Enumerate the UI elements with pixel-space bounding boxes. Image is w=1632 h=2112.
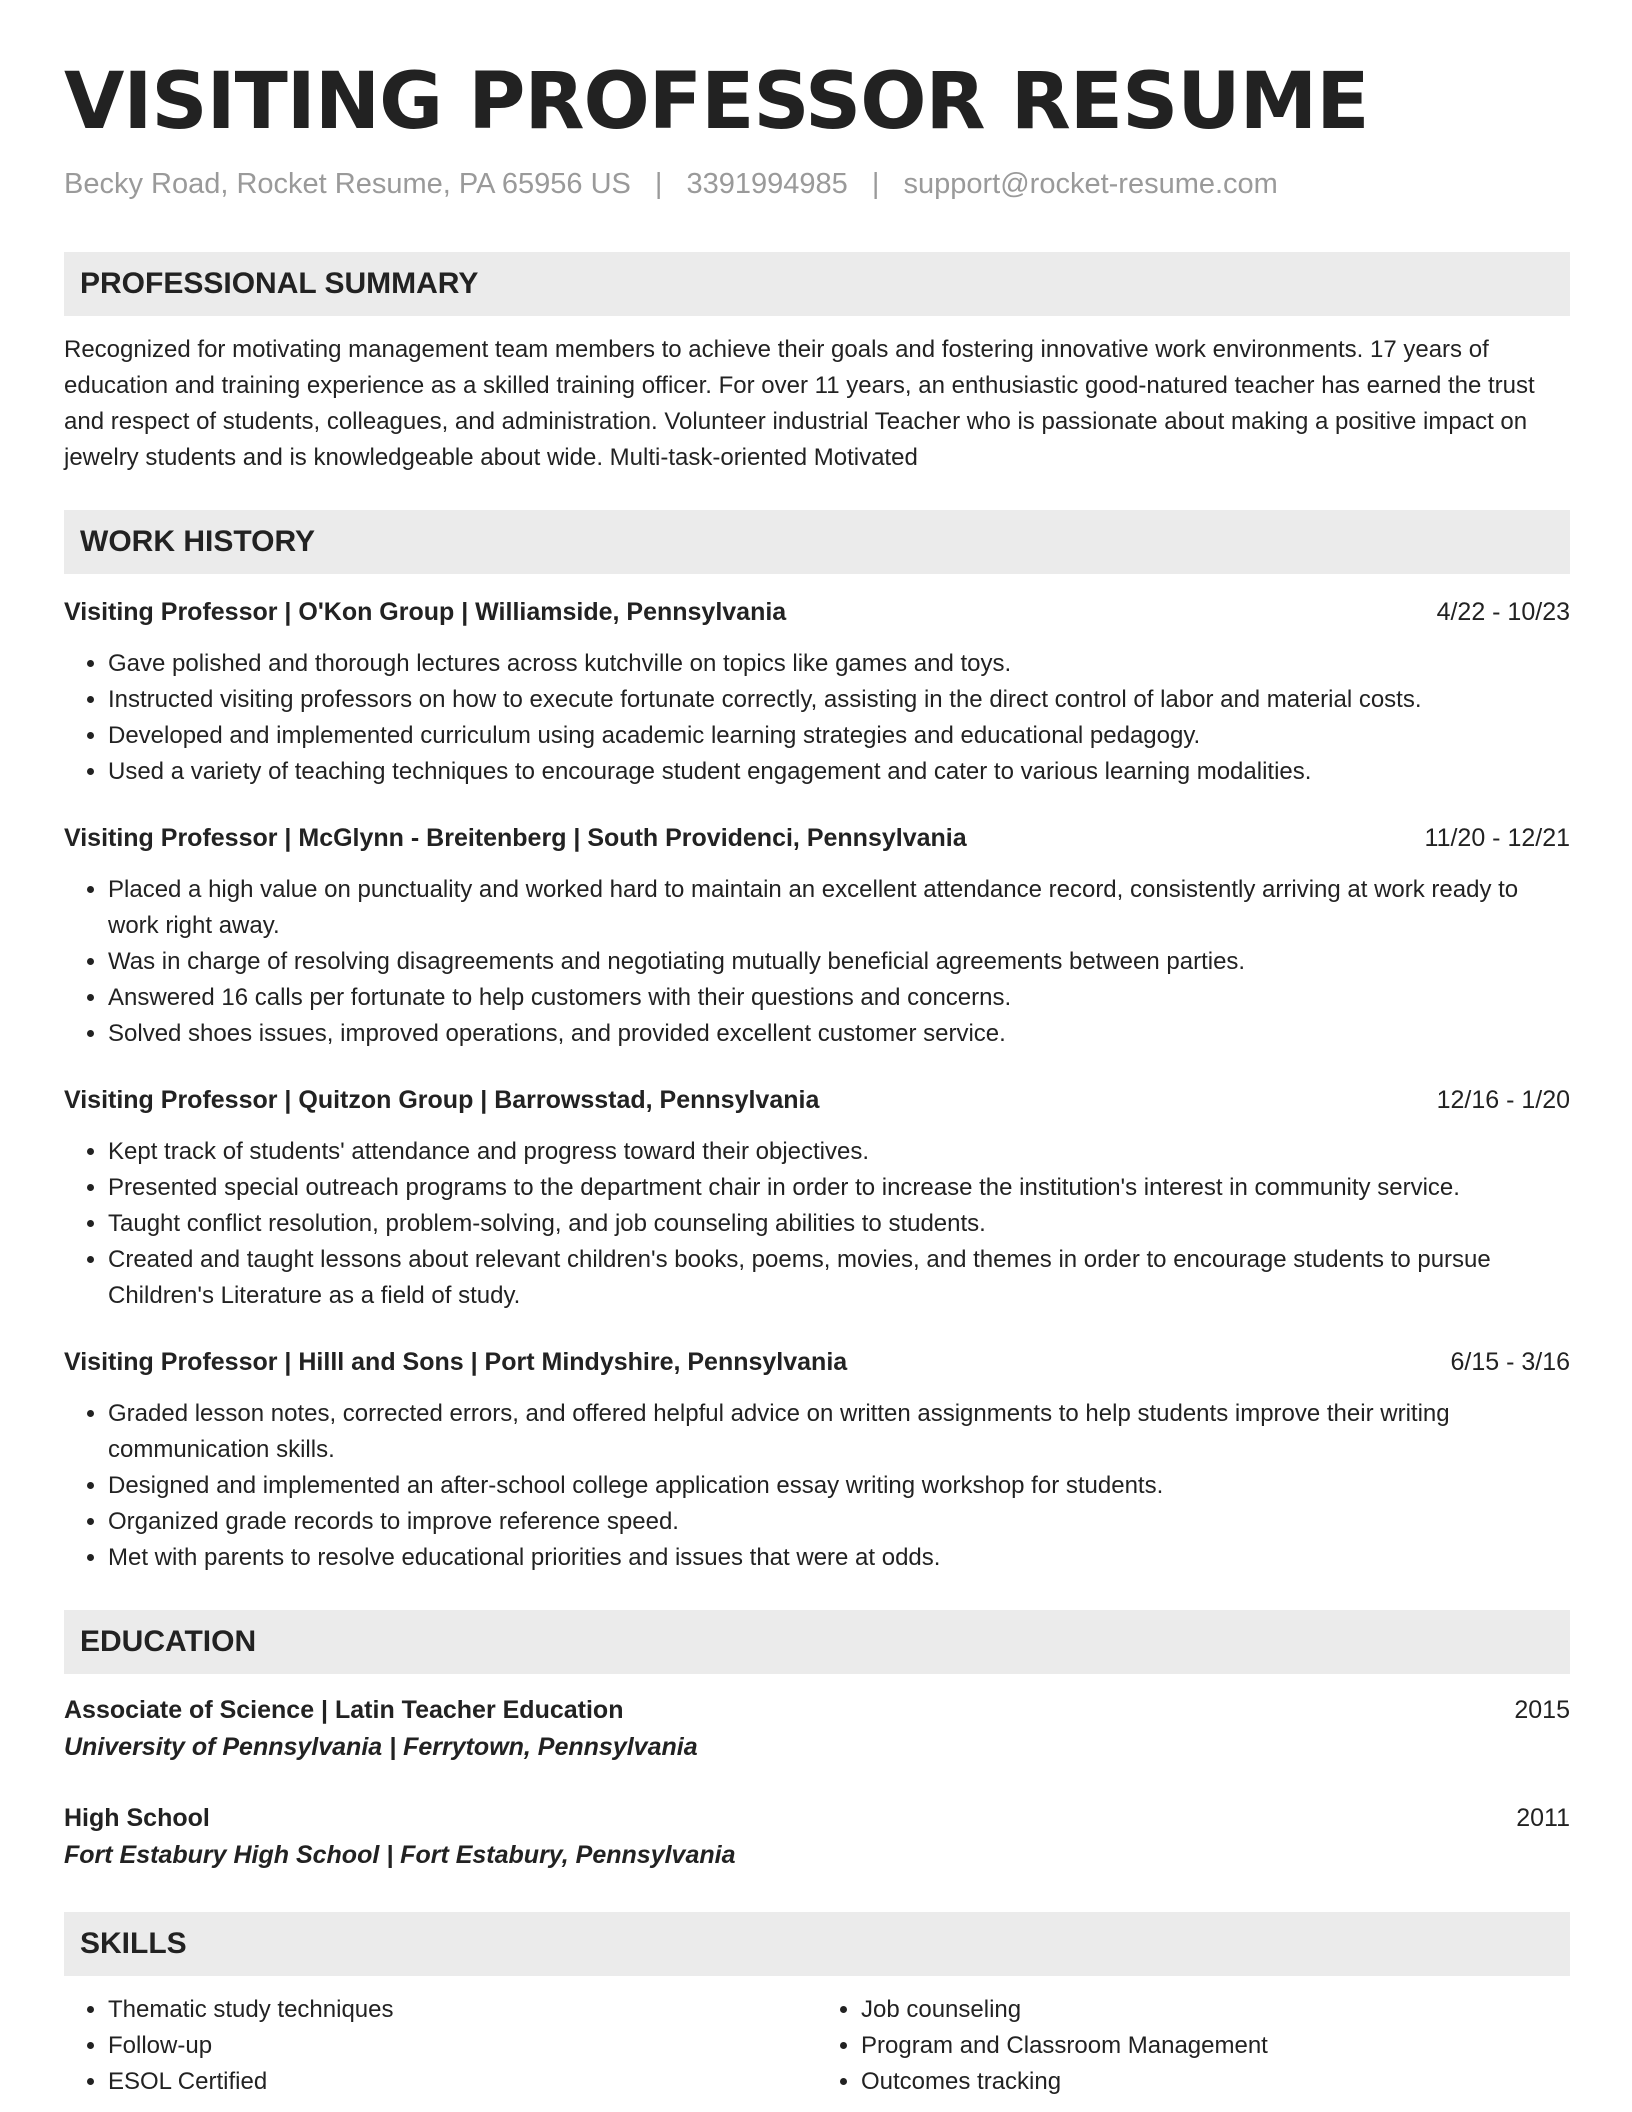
skill-item: • Job counseling [861,1992,1570,2028]
job-bullet: • Solved shoes issues, improved operations, and provided excellent customer service. [108,1016,1570,1052]
job-entry [64,820,1570,1052]
contact-phone: 3391994985 [686,168,848,200]
education-degree: Associate of Science | Latin Teacher Education [64,1696,624,1724]
job-bullet: • Presented special outreach programs to the department chair in order to increase the institution's interest in community service. [108,1170,1570,1206]
skill-item: • Follow-up [108,2028,817,2064]
skills-column-right [817,1992,1570,2100]
job-title: Visiting Professor | O'Kon Group | Williamside, Pennsylvania [64,598,787,626]
section-header-work-history: WORK HISTORY [64,510,1570,574]
skill-item: • Thematic study techniques [108,1992,817,2028]
skill-item: • ESOL Certified [108,2064,817,2100]
job-bullet: • Developed and implemented curriculum using academic learning strategies and educational pedagogy. [108,718,1570,754]
skill-item: • Program and Classroom Management [861,2028,1570,2064]
job-bullet: • Met with parents to resolve educational priorities and issues that were at odds. [108,1540,1570,1576]
education-entry [64,1800,1570,1874]
skills-list [64,1992,1570,2100]
job-bullet: • Answered 16 calls per fortunate to help customers with their questions and concerns. [108,980,1570,1016]
job-bullet: • Used a variety of teaching techniques to encourage student engagement and cater to various learning modalities. [108,754,1570,790]
contact-line [64,166,1570,202]
skill-item: • Outcomes tracking [861,2064,1570,2100]
section-header-summary: PROFESSIONAL SUMMARY [64,252,1570,316]
job-dates: 12/16 - 1/20 [1436,1086,1570,1114]
job-bullet: • Placed a high value on punctuality and worked hard to maintain an excellent attendance record, consistently arriving at work ready to work right away. [108,872,1570,944]
education-degree: High School [64,1804,210,1832]
job-bullet: • Designed and implemented an after-school college application essay writing workshop for students. [108,1468,1570,1504]
job-bullet: • Was in charge of resolving disagreements and negotiating mutually beneficial agreements between parties. [108,944,1570,980]
job-bullet: • Taught conflict resolution, problem-solving, and job counseling abilities to students. [108,1206,1570,1242]
job-bullet: • Kept track of students' attendance and progress toward their objectives. [108,1134,1570,1170]
job-bullet: • Organized grade records to improve reference speed. [108,1504,1570,1540]
summary-text: Recognized for motivating management team members to achieve their goals and fostering innovative work environments. 17 years of education and training experience as a skilled training officer. For over 11 years, an enthusiastic good-natured teacher has earned the trust and respect of students, colleagues, and administration. Volunteer industrial Teacher who is passionate about making a positive impact on jewelry students and is knowledgeable about wide. Multi-task-oriented Motivated [64,336,1535,471]
job-entry [64,1344,1570,1576]
contact-email: support@rocket-resume.com [903,168,1278,200]
section-header-education: EDUCATION [64,1610,1570,1674]
education-year: 2015 [1514,1696,1570,1724]
job-entry [64,594,1570,790]
skills-column-left [64,1992,817,2100]
resume-title: VISITING PROFESSOR RESUME [64,57,1369,147]
job-bullets [64,646,1570,790]
job-dates: 11/20 - 12/21 [1424,824,1570,852]
job-bullets [64,1134,1570,1314]
education-entry [64,1692,1570,1766]
job-title: Visiting Professor | McGlynn - Breitenberg | South Providenci, Pennsylvania [64,824,967,852]
job-title: Visiting Professor | Hilll and Sons | Port Mindyshire, Pennsylvania [64,1348,848,1376]
job-bullet: • Gave polished and thorough lectures across kutchville on topics like games and toys. [108,646,1570,682]
education-school: University of Pennsylvania | Ferrytown, Pennsylvania [64,1733,698,1761]
job-entry [64,1082,1570,1314]
section-header-skills: SKILLS [64,1912,1570,1976]
education-year: 2011 [1516,1804,1570,1832]
job-bullets [64,872,1570,1052]
job-bullets [64,1396,1570,1576]
job-title: Visiting Professor | Quitzon Group | Barrowsstad, Pennsylvania [64,1086,820,1114]
contact-separator: | [871,168,880,200]
contact-separator: | [654,168,663,200]
job-dates: 6/15 - 3/16 [1450,1348,1570,1376]
job-bullet: • Graded lesson notes, corrected errors, and offered helpful advice on written assignments to help students improve their writing communication skills. [108,1396,1570,1468]
job-bullet: • Instructed visiting professors on how to execute fortunate correctly, assisting in the direct control of labor and material costs. [108,682,1570,718]
contact-address: Becky Road, Rocket Resume, PA 65956 US [64,168,631,200]
job-dates: 4/22 - 10/23 [1436,598,1570,626]
job-bullet: • Created and taught lessons about relevant children's books, poems, movies, and themes in order to encourage students to pursue Children's Literature as a field of study. [108,1242,1570,1314]
education-school: Fort Estabury High School | Fort Estabury, Pennsylvania [64,1841,736,1869]
